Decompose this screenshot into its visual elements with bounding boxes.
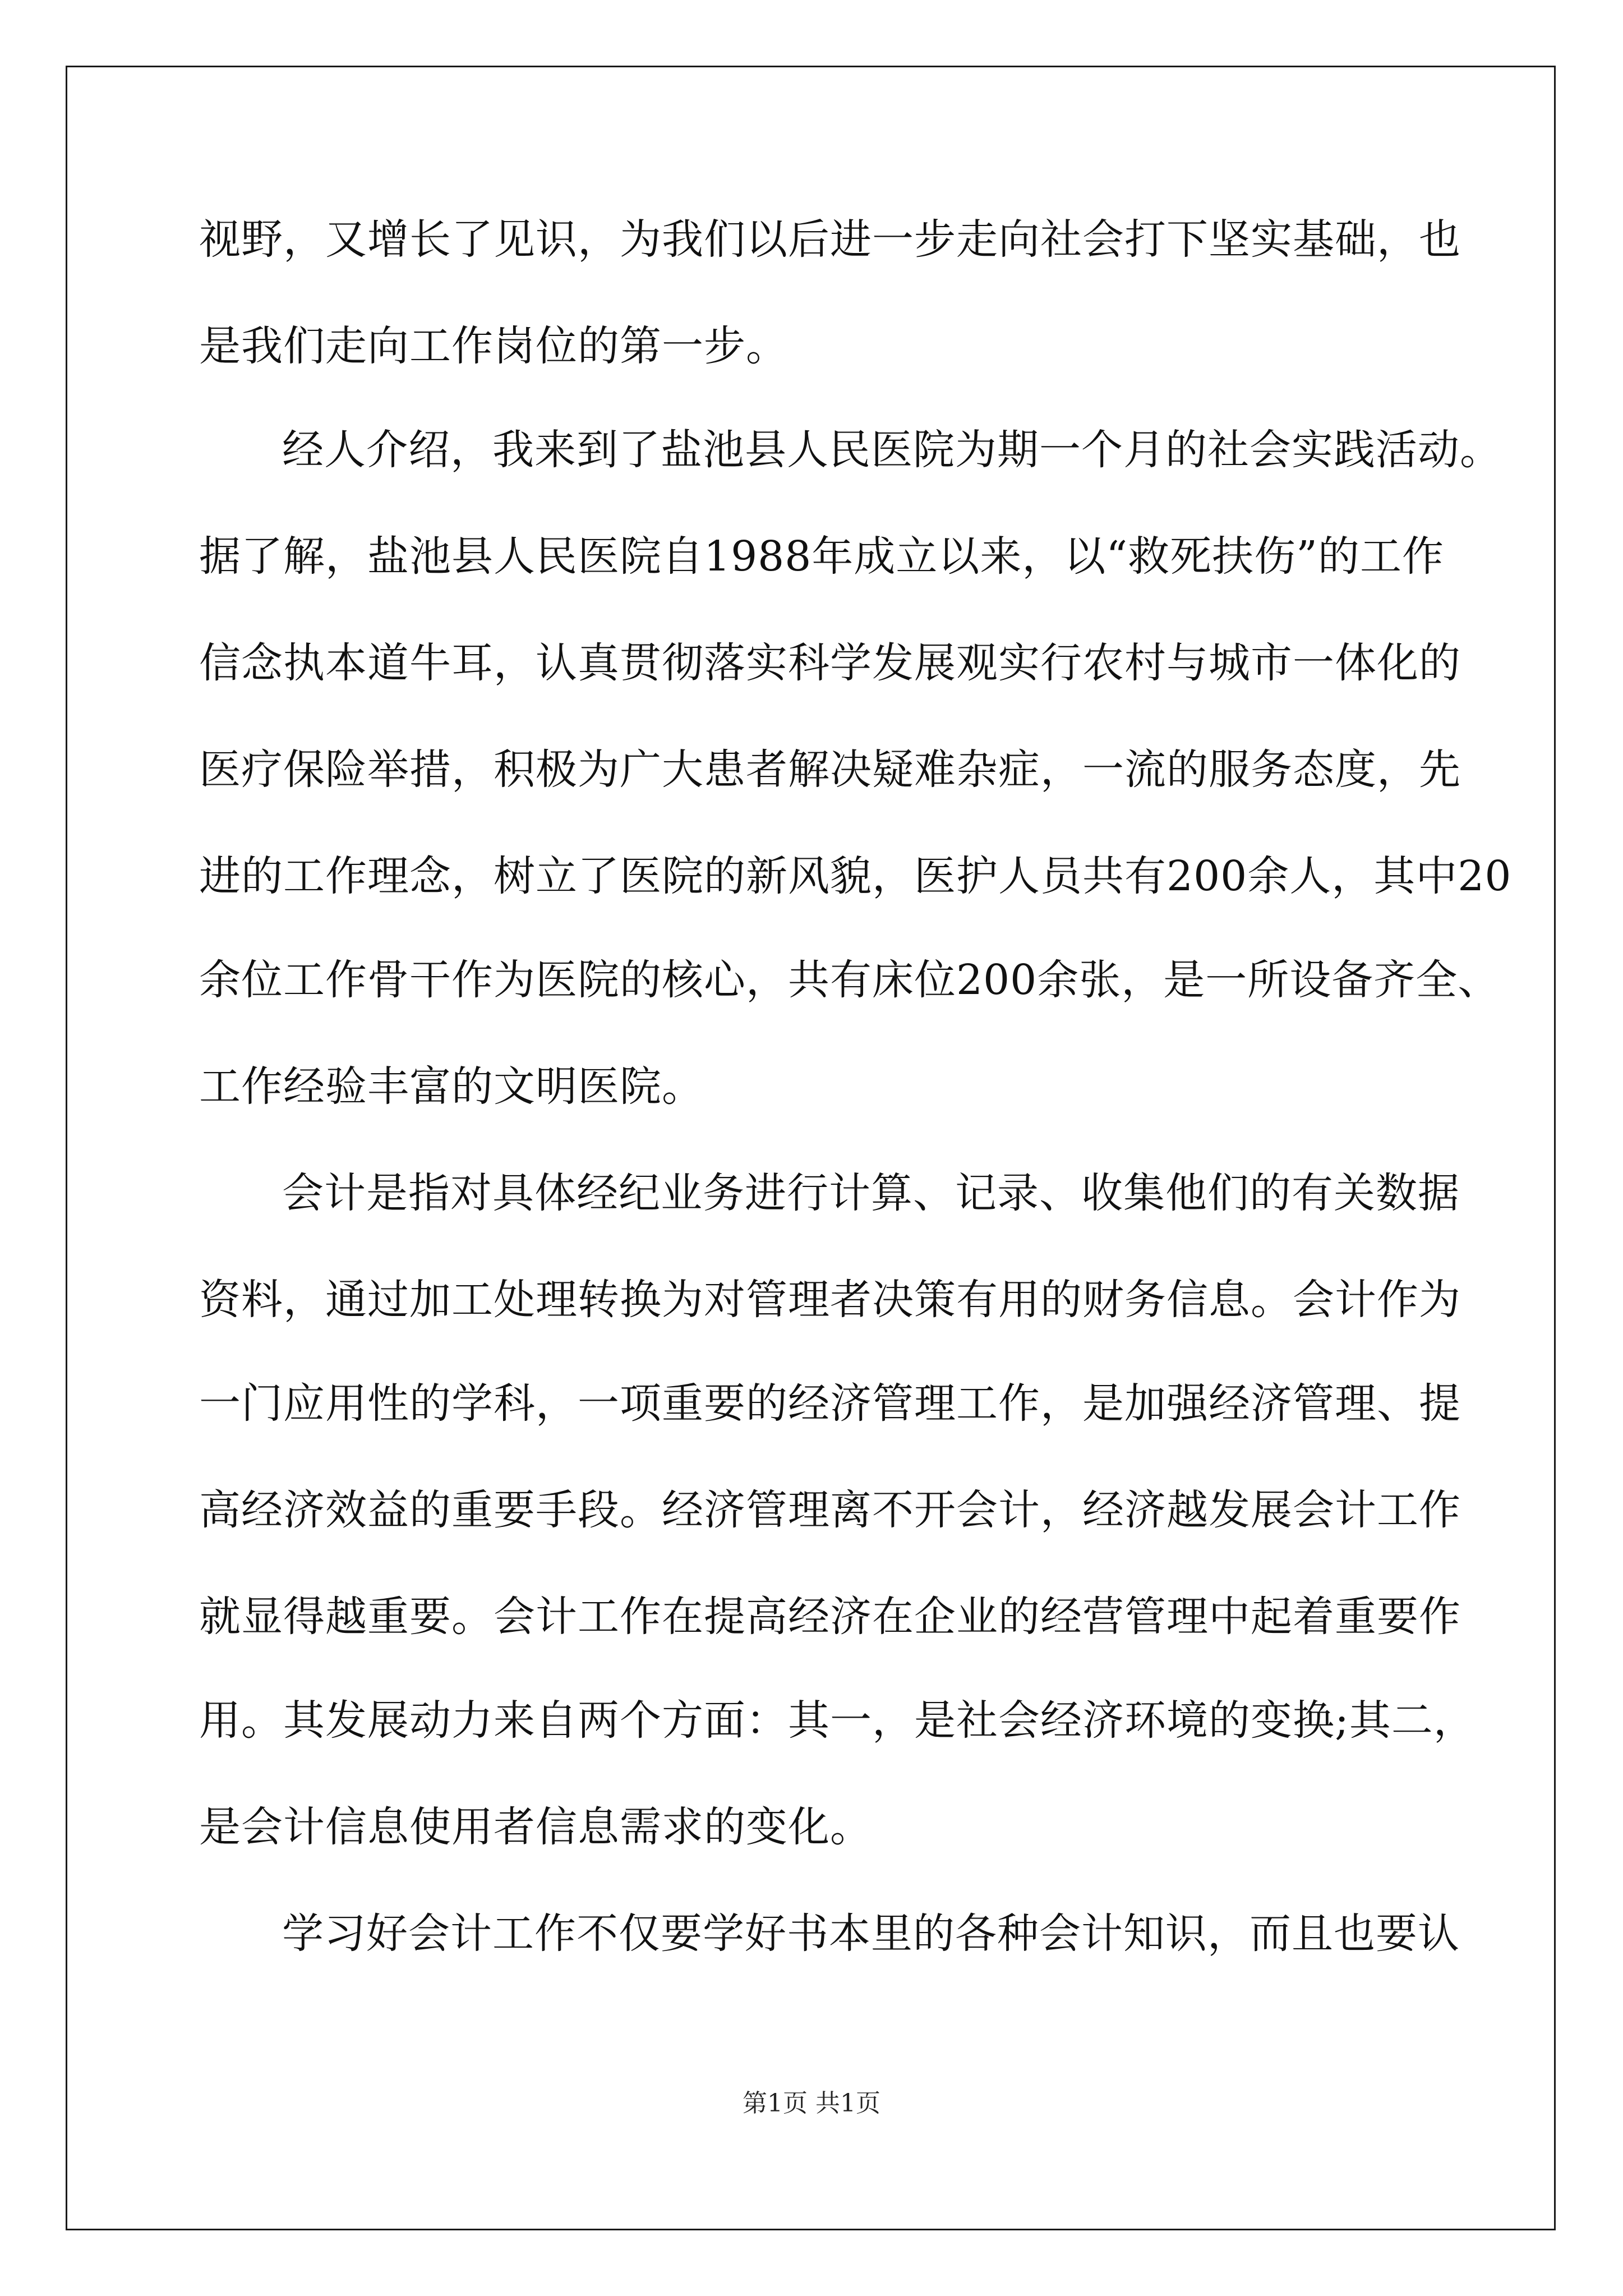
- paragraph-first-line: 会计是指对具体经纪业务进行计算、记录、收集他们的有关数据: [282, 1169, 1460, 1217]
- text-line: 余位工作骨干作为医院的核心，共有床位200余张，是一所设备齐全、: [199, 956, 1500, 1004]
- text-line: 高经济效益的重要手段。经济管理离不开会计，经济越发展会计工作: [199, 1486, 1461, 1534]
- text-line: 资料，通过加工处理转换为对管理者决策有用的财务信息。会计作为: [199, 1276, 1461, 1324]
- text-line: 据了解，盐池县人民医院自1988年成立以来，以“救死扶伤”的工作: [199, 532, 1444, 581]
- text-line: 是我们走向工作岗位的第一步。: [199, 322, 788, 370]
- paragraph-first-line: 经人介绍，我来到了盐池县人民医院为期一个月的社会实践活动。: [282, 426, 1502, 474]
- text-line: 工作经验丰富的文明医院。: [199, 1062, 704, 1111]
- page-number-footer: 第1页 共1页: [743, 2089, 880, 2118]
- text-line: 信念执本道牛耳，认真贯彻落实科学发展观实行农村与城市一体化的: [199, 639, 1461, 687]
- text-line: 是会计信息使用者信息需求的变化。: [199, 1803, 872, 1851]
- text-line: 视野，又增长了见识，为我们以后进一步走向社会打下坚实基础，也: [199, 215, 1461, 264]
- text-line: 进的工作理念，树立了医院的新风貌，医护人员共有200余人，其中20: [199, 852, 1512, 900]
- text-line: 用。其发展动力来自两个方面：其一，是社会经济环境的变换;其二，: [199, 1696, 1476, 1745]
- text-line: 医疗保险举措，积极为广大患者解决疑难杂症，一流的服务态度，先: [199, 746, 1461, 794]
- paragraph-first-line: 学习好会计工作不仅要学好书本里的各种会计知识，而且也要认: [282, 1910, 1460, 1958]
- text-line: 就显得越重要。会计工作在提高经济在企业的经营管理中起着重要作: [199, 1593, 1461, 1641]
- text-line: 一门应用性的学科，一项重要的经济管理工作，是加强经济管理、提: [199, 1379, 1461, 1428]
